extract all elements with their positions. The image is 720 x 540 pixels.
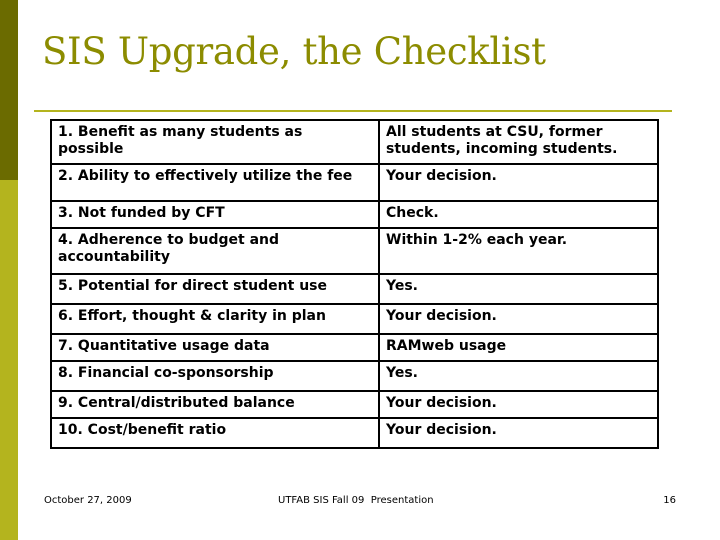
response-cell: Yes. bbox=[379, 274, 658, 304]
response-cell: RAMweb usage bbox=[379, 334, 658, 361]
criterion-cell: 1. Benefit as many students as possible bbox=[51, 120, 379, 164]
table-row bbox=[51, 274, 658, 304]
slide-title: SIS Upgrade, the Checklist bbox=[42, 30, 546, 73]
criterion-cell: 7. Quantitative usage data bbox=[51, 334, 379, 361]
response-cell: Your decision. bbox=[379, 304, 658, 334]
response-cell: Your decision. bbox=[379, 418, 658, 448]
table-row bbox=[51, 361, 658, 391]
title-divider bbox=[34, 110, 672, 112]
accent-bar-light bbox=[0, 180, 18, 540]
footer-presentation-title: UTFAB SIS Fall 09 Presentation bbox=[278, 495, 434, 506]
page-number: 16 bbox=[663, 495, 676, 506]
criterion-cell: 8. Financial co-sponsorship bbox=[51, 361, 379, 391]
accent-bar-dark bbox=[0, 0, 18, 180]
table-row bbox=[51, 120, 658, 164]
table-row bbox=[51, 164, 658, 201]
response-cell: Check. bbox=[379, 201, 658, 228]
response-cell: Your decision. bbox=[379, 391, 658, 418]
table-row bbox=[51, 228, 658, 274]
criterion-cell: 9. Central/distributed balance bbox=[51, 391, 379, 418]
criterion-cell: 10. Cost/benefit ratio bbox=[51, 418, 379, 448]
table-row bbox=[51, 391, 658, 418]
table-row bbox=[51, 304, 658, 334]
response-cell: Within 1-2% each year. bbox=[379, 228, 658, 274]
table-row bbox=[51, 201, 658, 228]
table-row bbox=[51, 334, 658, 361]
criterion-cell: 4. Adherence to budget and accountability bbox=[51, 228, 379, 274]
checklist-table bbox=[50, 119, 659, 449]
response-cell: Yes. bbox=[379, 361, 658, 391]
criterion-cell: 6. Effort, thought & clarity in plan bbox=[51, 304, 379, 334]
criterion-cell: 2. Ability to effectively utilize the fee bbox=[51, 164, 379, 201]
response-cell: All students at CSU, former students, incoming students. bbox=[379, 120, 658, 164]
table-row bbox=[51, 418, 658, 448]
criterion-cell: 3. Not funded by CFT bbox=[51, 201, 379, 228]
criterion-cell: 5. Potential for direct student use bbox=[51, 274, 379, 304]
response-cell: Your decision. bbox=[379, 164, 658, 201]
footer-date: October 27, 2009 bbox=[44, 495, 132, 506]
